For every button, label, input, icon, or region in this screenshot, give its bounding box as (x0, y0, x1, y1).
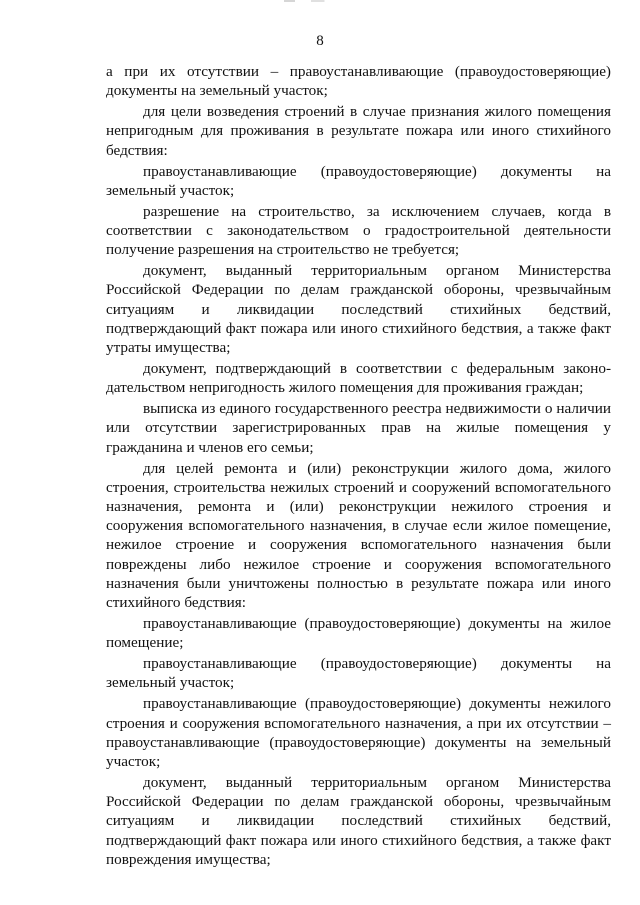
paragraph: правоустанавливающие (правоудостоверяющие) документы на земельный участок; (106, 655, 611, 692)
paragraph: документ, выданный территориальным органом Министерства Российской Федерации по делам гражданской обороны, чрезвычайным ситуациям и ликвидации последствий стихийных бедствий, подтверждающий факт пожара или иного стихийного бедствия, а также факт повреждения имущества; (106, 774, 611, 868)
paragraph: для целей ремонта и (или) реконструкции жилого дома, жилого строения, строительства нежилых строений и сооружений вспомогательного назначения, ремонта и (или) реконструкции нежилого строения и сооружения вспомогательного назначения, в случае если жилое помещение, нежилое строение и сооружения вспомогательного назначения были повреждены либо нежилое строение и сооружения вспомогательного назначения были уничтожены полностью в результате пожара или иного стихийного бедствия: (106, 459, 611, 612)
paragraph: правоустанавливающие (правоудостоверяющие) документы нежилого строения и сооружения вспомогательного назначения, а при их отсутствии – правоустанавливающие (правоудостоверяющие) документы на земельный участок; (106, 695, 611, 771)
scan-artifact (275, 0, 365, 2)
body-text (106, 62, 611, 869)
paragraph: правоустанавливающие (правоудостоверяющие) документы на жилое помещение; (106, 615, 611, 652)
paragraph: выписка из единого государственного реестра недвижимости о наличии или отсутствии зарегистрированных прав на жилые помещения у гражданина и членов его семьи; (106, 400, 611, 456)
paragraph: правоустанавливающие (правоудостоверяющие) документы на земельный участок; (106, 162, 611, 199)
paragraph: а при их отсутствии – правоустанавливающие (правоудостоверяющие) документы на земельный участок; (106, 63, 611, 100)
paragraph: разрешение на строительство, за исключением случаев, когда в соответствии с законодательством о градостроительной деятельности получение разрешения на строительство не требуется; (106, 202, 611, 259)
page-number: 8 (316, 33, 324, 49)
paragraph: для цели возведения строений в случае признания жилого помещения непригодным для проживания в результате пожара или иного стихийного бедствия: (106, 103, 611, 159)
paragraph: документ, выданный территориальным органом Министерства Российской Федерации по делам гражданской обороны, чрезвычайным ситуациям и ликвидации последствий стихийных бедствий, подтверждающий факт пожара или иного стихийного бедствия, а также факт утраты имущества; (106, 262, 611, 357)
paragraph: документ, подтверждающий в соответствии с федеральным законо-дательством непригодность жилого помещения для проживания граждан; (106, 360, 611, 397)
